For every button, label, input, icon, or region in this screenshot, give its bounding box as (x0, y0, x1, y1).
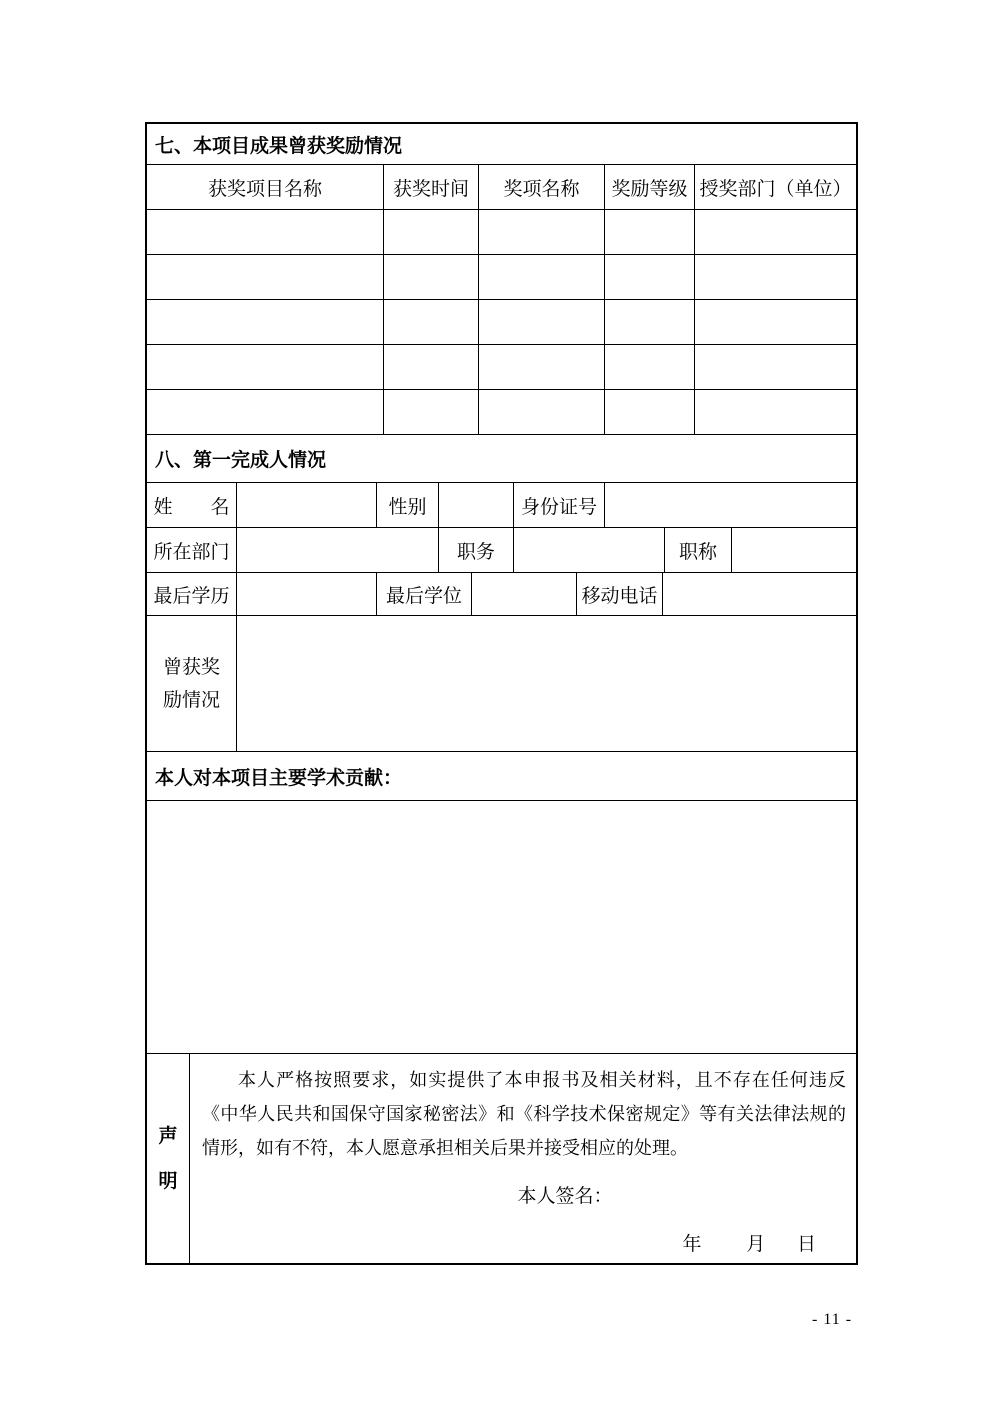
award-project-name-cell[interactable] (147, 390, 384, 434)
date-line (190, 1229, 856, 1256)
award-department-cell[interactable] (695, 210, 856, 254)
header-award-grade: 奖励等级 (605, 165, 695, 209)
award-project-name-cell[interactable] (147, 255, 384, 299)
award-project-name-cell[interactable] (147, 300, 384, 344)
award-grade-cell[interactable] (605, 300, 695, 344)
award-name-cell[interactable] (479, 210, 605, 254)
award-date-cell[interactable] (384, 255, 479, 299)
award-name-cell[interactable] (479, 345, 605, 389)
contribution-label: 本人对本项目主要学术贡献： (147, 752, 856, 801)
person-name-row (147, 483, 856, 528)
award-project-name-cell[interactable] (147, 345, 384, 389)
header-award-department: 授奖部门（单位） (699, 178, 852, 200)
award-department-cell[interactable] (695, 345, 856, 389)
award-name-cell[interactable] (479, 300, 605, 344)
award-grade-cell[interactable] (605, 255, 695, 299)
name-label: 姓 名 (147, 483, 237, 527)
mobile-label: 移动电话 (577, 573, 663, 615)
contribution-content-cell[interactable] (147, 801, 856, 1054)
declaration-text: 本人严格按照要求，如实提供了本申报书及相关材料，且不存在任何违反《中华人民共和国保守国家秘密法》和《科学技术保密规定》等有关法律法规的情形，如有不符，本人愿意承担相关后果并接受相应的处理。 (202, 1070, 846, 1158)
mobile-value-cell[interactable] (663, 573, 856, 615)
degree-label: 最后学位 (377, 573, 472, 615)
header-award-date: 获奖时间 (384, 165, 479, 209)
education-value-cell[interactable] (237, 573, 377, 615)
award-grade-cell[interactable] (605, 345, 695, 389)
award-date-cell[interactable] (384, 300, 479, 344)
declaration-body-cell (190, 1054, 856, 1263)
position-label: 职务 (439, 528, 514, 572)
header-award-project-name: 获奖项目名称 (147, 165, 384, 209)
page-number: - 11 - (812, 1311, 853, 1328)
award-department-cell[interactable] (695, 255, 856, 299)
declaration-label: 声明 (158, 1125, 178, 1192)
award-grade-cell[interactable] (605, 390, 695, 434)
application-form-table (145, 122, 858, 1265)
award-name-cell[interactable] (479, 390, 605, 434)
person-education-row (147, 573, 856, 616)
degree-value-cell[interactable] (472, 573, 577, 615)
award-date-cell[interactable] (384, 345, 479, 389)
header-award-name: 奖项名称 (479, 165, 605, 209)
award-name-cell[interactable] (479, 255, 605, 299)
education-label: 最后学历 (147, 573, 237, 615)
professional-title-label: 职称 (665, 528, 732, 572)
id-number-label: 身份证号 (514, 483, 605, 527)
department-label: 所在部门 (147, 528, 237, 572)
date-day-label: 日 (796, 1234, 816, 1255)
date-month-label: 月 (746, 1234, 766, 1255)
position-value-cell[interactable] (514, 528, 665, 572)
award-date-cell[interactable] (384, 210, 479, 254)
award-grade-cell[interactable] (605, 210, 695, 254)
name-value-cell[interactable] (237, 483, 377, 527)
person-awards-row (147, 616, 856, 752)
id-number-value-cell[interactable] (605, 483, 856, 527)
awards-table-row (147, 255, 856, 300)
declaration-row (147, 1054, 856, 1263)
section8-title: 八、第一完成人情况 (147, 435, 856, 483)
award-department-cell[interactable] (695, 390, 856, 434)
award-department-cell[interactable] (695, 300, 856, 344)
professional-title-value-cell[interactable] (732, 528, 856, 572)
awards-table-row (147, 300, 856, 345)
award-project-name-cell[interactable] (147, 210, 384, 254)
section7-title: 七、本项目成果曾获奖励情况 (147, 124, 856, 165)
awards-table-row (147, 210, 856, 255)
awards-table-header-row (147, 165, 856, 210)
person-awards-label: 曾获奖励情况 (147, 616, 237, 751)
award-date-cell[interactable] (384, 390, 479, 434)
gender-value-cell[interactable] (439, 483, 514, 527)
awards-table-row (147, 390, 856, 435)
person-department-row (147, 528, 856, 573)
date-year-label: 年 (682, 1234, 702, 1255)
declaration-label-cell (147, 1054, 190, 1263)
awards-table-row (147, 345, 856, 390)
signature-label: 本人签名： (517, 1186, 613, 1207)
department-value-cell[interactable] (237, 528, 439, 572)
gender-label: 性别 (377, 483, 439, 527)
person-awards-value-cell[interactable] (237, 616, 856, 751)
